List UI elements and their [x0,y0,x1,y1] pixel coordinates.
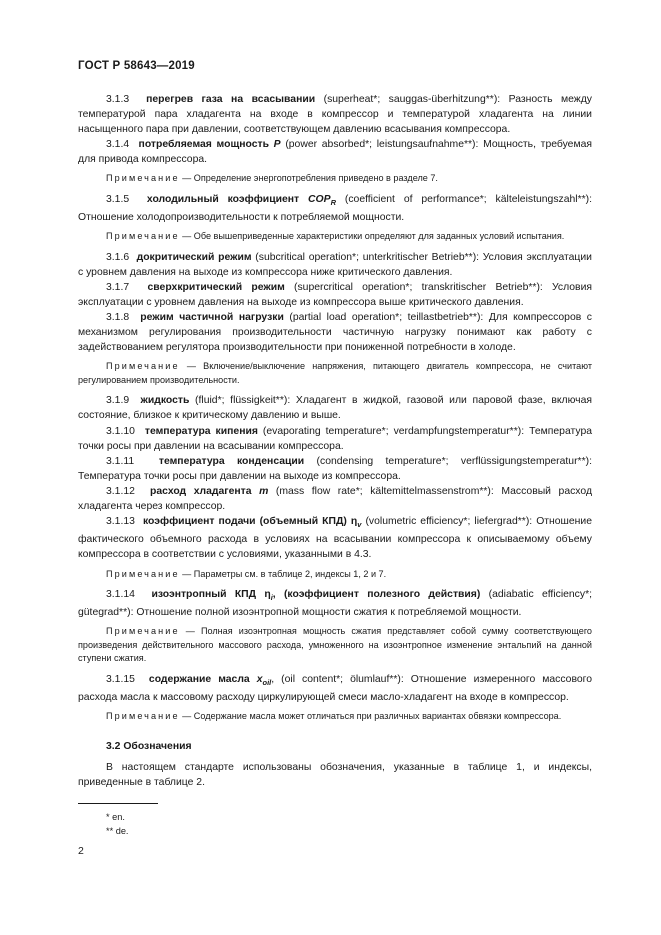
definition-3-1-15 [78,672,592,705]
term: холодильный коэффициент [146,193,300,205]
term: коэффициент подачи (объемный КПД) [142,516,347,528]
definition-text: (coefficient of performance*; kälteleistungszahl**): Отношение холодопроизводительности к потребляемой мощности. [78,193,593,224]
clause-number: 3.1.11 [106,455,135,467]
symbol: η [264,589,271,600]
note [78,360,592,387]
definition-text: (power absorbed*; leistungsaufnahme**): Мощность, требуемая для привода компрессора. [78,139,593,166]
note-text: — Определение энергопотребления приведено в разделе 7. [179,173,438,184]
note-text: — Обе вышеприведенные характеристики определяют для заданных условий испытания. [179,231,565,242]
definition-text: (evaporating temperature*; verdampfungstemperatur**): Температура точки росы при давлении на всасывании компрессора. [78,425,593,452]
definition-text: (adiabatic efficiency*; gütegrad**): Отношение полной изоэнтропной мощности сжатия к потребляемой мощности. [78,589,593,619]
clause-number: 3.1.7 [106,281,130,293]
clause-number: 3.1.3 [106,94,130,105]
definition-text: (condensing temperature*; verflüssigungstemperatur**): Температура точки росы при давлении на выходе из компрессора. [78,455,592,482]
note-label: Примечание [106,231,180,242]
definition-3-1-7 [78,280,592,310]
definition-3-1-12 [78,484,592,514]
definition-text: (superheat*; sauggas-überhitzung**): Разность между температурой пара хладагента на входе в компрессор и температурой хладагента на линии насыщенного пара при давлении, соответствующем давлению всасывания компрессора. [78,94,593,136]
term: содержание масла [148,673,250,685]
term: докритический режим [136,251,252,263]
note-text: — Содержание масла может отличаться при различных вариантах обвязки компрессора. [179,711,562,722]
term: температура конденсации [158,455,305,467]
clause-number: 3.1.15 [106,673,135,685]
note [78,568,592,582]
footnotes [78,803,378,838]
definition-text: (mass flow rate*; kältemittelmassenstrom**): Массовый расход хладагента через компрессор. [78,485,593,513]
term: режим частичной нагрузки [140,312,284,324]
clause-number: 3.1.4 [106,139,130,151]
definition-text: (supercritical operation*; transkritischer Betrieb**): Условия эксплуатации с уровнем давления на выходе из компрессора выше критического давления. [78,281,593,309]
document-body [78,92,592,790]
symbol: P [273,139,281,151]
clause-number: 3.1.13 [106,516,135,528]
definition-3-1-6 [78,250,592,280]
symbol: COP [308,193,331,205]
definition-text: (partial load operation*; teillastbetrieb**): Для компрессоров с механизмом регулирования производительности частичную нагрузку понимают как работу с задействованием регулятора производительности при пониженной потребности в холоде. [78,312,592,354]
section-text: В настоящем стандарте использованы обозначения, указанные в таблице 1, и индексы, приведенные в таблице 2. [78,761,592,788]
standard-header: ГОСТ Р 58643—2019 [78,60,195,72]
note-label: Примечание [106,173,180,184]
note-label: Примечание [106,361,180,372]
clause-number: 3.1.12 [106,485,135,497]
definition-text: (subcritical operation*; unterkritischer Betrieb**): Условия эксплуатации с уровнем давления на выходе из компрессора ниже критического давления. [78,251,592,278]
footnote: * en. [106,812,125,822]
footnote-separator [78,803,158,804]
term: изоэнтропный КПД [151,589,257,600]
clause-number: 3.1.5 [106,193,130,205]
definition-3-1-14 [78,587,592,620]
definition-3-1-8 [78,310,592,355]
note [78,710,592,724]
note-text: — Включение/выключение напряжения, питающего двигатель компрессора, не считают регулированием производительности. [78,361,592,385]
footnote: ** de. [106,826,129,836]
note-text: — Параметры см. в таблице 2, индексы 1, 2 и 7. [179,568,387,579]
term-continuation: , (коэффициент полезного действия) [272,589,481,600]
definition-text: (volumetric efficiency*; liefergrad**): Отношение фактического объемного расхода в условиях на всасывании компрессора к описываемому объему компрессора в соответствии с условиями, указанными в 4.3. [78,516,592,561]
symbol: η [350,516,358,528]
section-title: 3.2 Обозначения [106,740,192,752]
note [78,230,592,244]
definition-text: (fluid*; flüssigkeit**): Хладагент в жидкой, газовой или паровой фазе, включая состояние, близкое к критическому давлению и выше. [78,395,592,422]
term: потребляемая мощность [138,139,269,151]
symbol: m [259,485,269,497]
definition-3-1-3 [78,92,592,137]
definition-3-1-10 [78,424,592,454]
definition-3-1-11 [78,454,592,484]
note [78,172,592,186]
term: жидкость [140,395,190,407]
definition-text: , (oil content*; ölumlauf**): Отношение измеренного массового расхода масла к массовому расходу циркулирующей смеси масло-хладагент на входе в компрессор. [78,673,592,703]
note-label: Примечание [106,568,180,579]
clause-number: 3.1.6 [106,251,130,263]
term: сверхкритический режим [147,281,285,293]
symbol: x [256,673,263,685]
term: температура кипения [144,425,258,437]
note-label: Примечание [106,626,180,637]
symbol-subscript: i [270,593,273,603]
definition-3-1-13 [78,514,592,562]
note-text: — Полная изоэнтропная мощность сжатия представляет собой сумму соответствующего произведения действительного массового расхода, умноженного на изоэнтропное изменение энтальпий на данной ступени сжатия. [78,626,592,664]
term: расход хладагента [150,485,252,497]
symbol-subscript: R [330,198,336,208]
symbol-subscript: v [357,520,362,530]
note-label: Примечание [106,711,180,722]
definition-3-1-4 [78,137,592,167]
clause-number: 3.1.8 [106,312,130,324]
page-number: 2 [78,845,84,857]
clause-number: 3.1.9 [106,395,130,407]
clause-number: 3.1.14 [106,589,135,600]
definition-3-1-5 [78,192,592,225]
definition-3-1-9 [78,393,592,423]
symbol-subscript: oil [262,677,272,687]
note [78,625,592,666]
term: перегрев газа на всасывании [146,94,316,105]
clause-number: 3.1.10 [106,425,135,437]
